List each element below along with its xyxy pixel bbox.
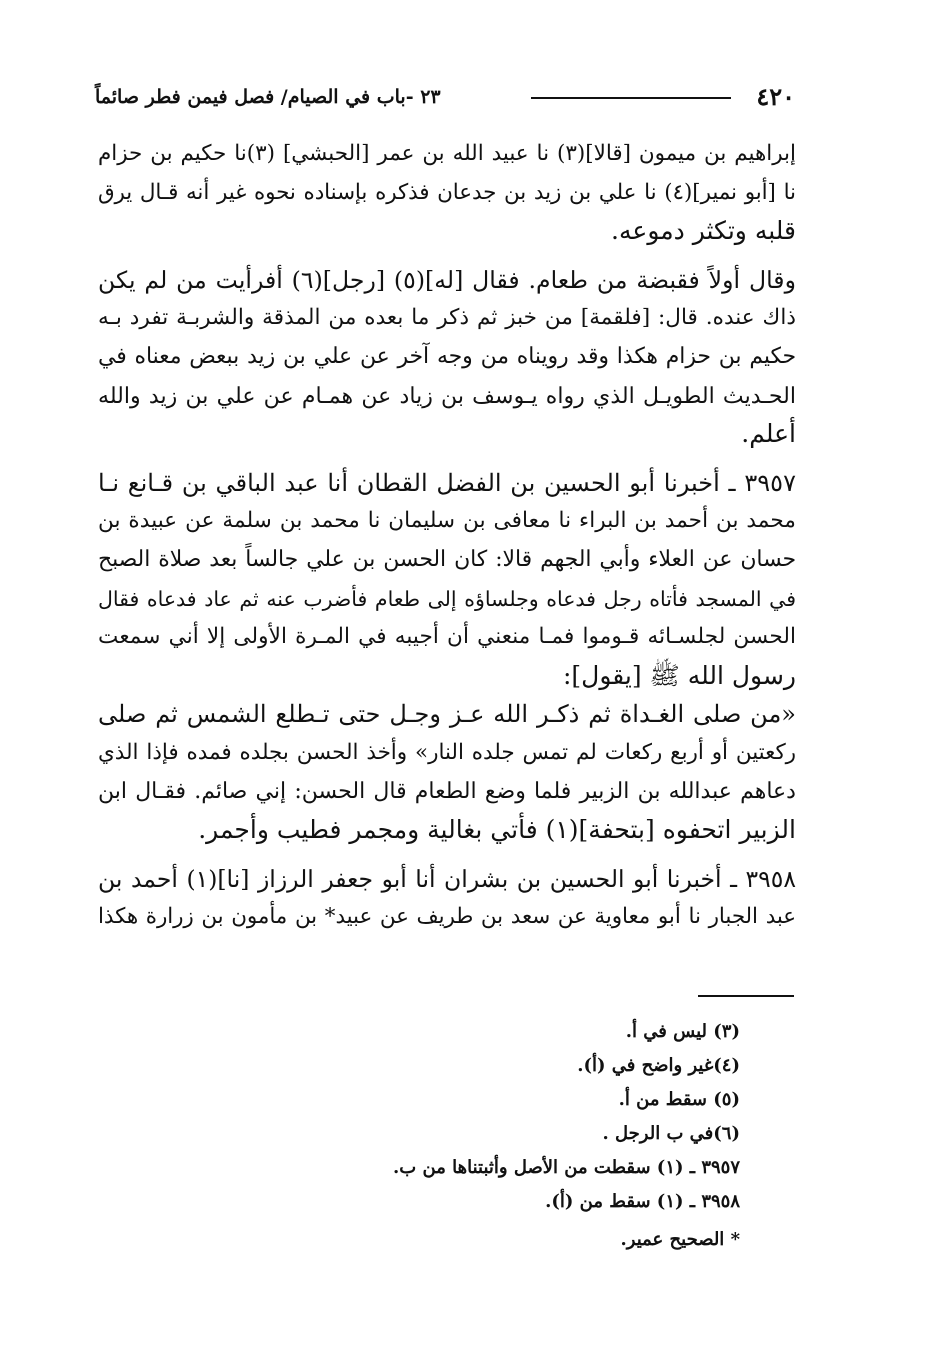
text-line: وقال أولاً فقبضة من طعام. فقال [له](٥) [رجل](٦) أفرأيت من لم يكن: [98, 265, 796, 294]
footnote: ٣٩٥٨ ـ (١) سقط من (أ).: [545, 1191, 740, 1212]
text-line: محمد بن أحمد بن البراء نا معافى بن سليمان نا محمد بن سلمة عن عبيدة بن: [98, 508, 796, 534]
text-line: إبراهيم بن ميمون [قالا](٣) نا عبيد الله بن عمر [الحبشي] (٣)نا حكيم بن حزام: [98, 141, 796, 166]
running-title: ٢٣ -باب في الصيام/ فصل فيمن فطر صائماً: [95, 86, 441, 108]
footnote: (٥) سقط من أ.: [618, 1089, 740, 1110]
main-text: [98, 135, 796, 937]
hadith-3958: [98, 860, 796, 937]
footnote: (٦)في ب الرجل .: [602, 1123, 740, 1144]
running-header: [95, 82, 795, 116]
footnote: (٤)غير واضح في (أ).: [577, 1055, 740, 1076]
footnote-separator: [698, 995, 794, 997]
footnote: ٣٩٥٧ ـ (١) سقطت من الأصل وأثبتناها من ب.: [393, 1157, 740, 1178]
text-line: «من صلى الغـداة ثم ذكـر الله عـز وجـل حتى تـطلع الشمس ثم صلى: [98, 700, 796, 729]
paragraph: [98, 135, 796, 251]
text-line: أعلم.: [741, 419, 796, 449]
text-line: ٣٩٥٨ ـ أخبرنا أبو الحسين بن بشران أنا أبو جعفر الرزاز [نا](١) أحمد بن: [98, 864, 796, 893]
text-line: الزبير اتحفوه [بتحفة](١) فأتي بغالية ومجمر فطيب وأجمر.: [198, 815, 796, 845]
text-line: ذاك عنده. قال: [فلقمة] من خبز ثم ذكر ما بعده من المذقة والشربـة تفرد بـه: [98, 305, 796, 331]
text-line: في المسجد فأتاه رجل فدعاه وجلساؤه إلى طعام فأضرب عنه ثم عاد فدعاه فقال: [98, 586, 796, 611]
text-line: نا [أبو نمير](٤) نا علي بن زيد بن جدعان فذكره بإسناده نحوه غير أنه قـال يرق: [98, 179, 796, 205]
footnotes: [300, 1015, 740, 1257]
paragraph: [98, 261, 796, 454]
header-rule: [531, 97, 731, 99]
hadith-quote: [98, 695, 796, 849]
text-line: قلبه وتكثر دموعه.: [611, 216, 796, 246]
text-line: دعاهم عبدالله بن الزبير فلما وضع الطعام قال الحسن: إني صائم. فقـال ابن: [98, 778, 796, 804]
text-line: الحـديث الطويـل الذي رواه يـوسف بن زياد عن همـام عن علي بن زيد والله: [98, 382, 796, 409]
text-line: ركعتين أو أربع ركعات لم تمس جلده النار» وأخذ الحسن بجلده فمده فإذا الذي: [98, 739, 796, 765]
footnote: (٣) ليس في أ.: [625, 1021, 740, 1042]
hadith-3957: [98, 464, 796, 696]
text-line: حكيم بن حزام هكذا وقد رويناه من وجه آخر عن علي بن زيد ببعض معناه في: [98, 343, 796, 369]
text-line: حسان عن العلاء وأبي الجهم قالا: كان الحسن بن علي جالساً بعد صلاة الصبح: [98, 546, 796, 572]
footnote: * الصحيح عمير.: [620, 1229, 740, 1250]
page-number: ٤٢٠: [756, 82, 795, 111]
text-line: عبد الجبار نا أبو معاوية عن سعد بن طريف عن عبيد* بن مأمون بن زرارة هكذا: [98, 904, 796, 930]
text-line: ٣٩٥٧ ـ أخبرنا أبو الحسين بن الفضل القطان أنا عبد الباقي بن قـانع نـا: [98, 468, 796, 497]
text-line: الحسن لجلسـائه قـوموا فمـا منعني أن أجيبه في المـرة الأولى إلا أني سمعت: [98, 624, 796, 650]
text-line: رسول الله ﷺ [يقول]:: [563, 660, 796, 690]
